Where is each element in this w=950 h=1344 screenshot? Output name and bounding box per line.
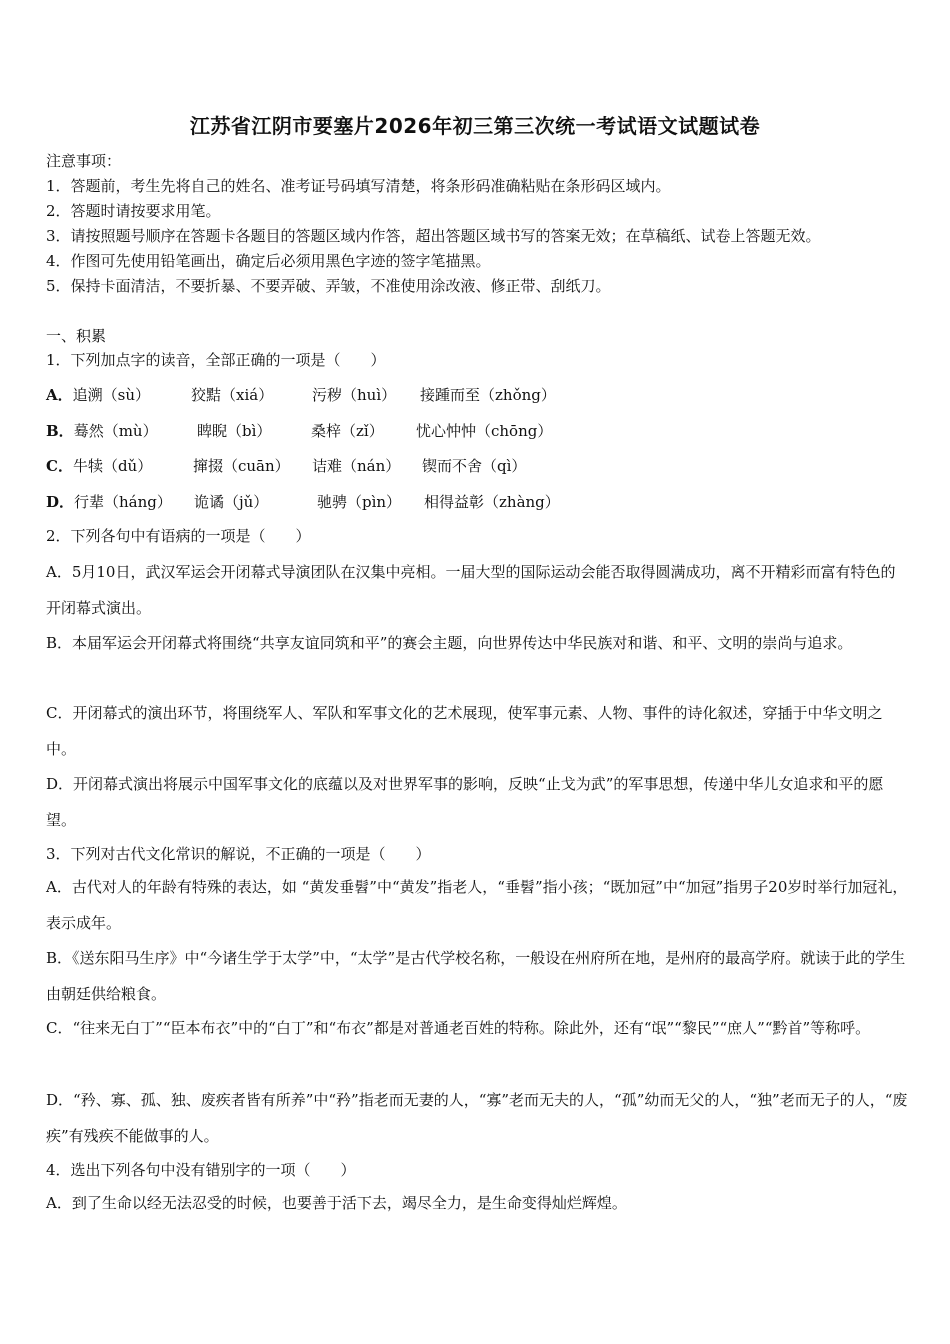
option-term: 牛犊（dǔ） — [72, 457, 153, 475]
notice-item: 3．请按照题号顺序在答题卡各题目的答题区域内作答，超出答题区域书写的答案无效；在草稿纸、试卷上答题无效。 — [46, 227, 821, 245]
option-term: 追溯（sù） — [72, 386, 150, 404]
question-3-stem: 3．下列对古代文化常识的解说，不正确的一项是（ ） — [46, 845, 431, 863]
question-2-option-d: D．开闭幕式演出将展示中国军事文化的底蕴以及对世界军事的影响，反映“止戈为武”的军事思想，传递中华儿女追求和平的愿望。 — [46, 775, 884, 829]
question-4-option-a: A．到了生命以经无法忍受的时候，也要善于活下去，竭尽全力，是生命变得灿烂辉煌。 — [46, 1194, 627, 1212]
option-label: A． — [46, 386, 73, 404]
question-3-option-b: B．《送东阳马生序》中“今诸生学于太学”中，“太学”是古代学校名称，一般设在州府所在地，是州府的最高学府。就读于此的学生由朝廷供给粮食。 — [46, 949, 906, 1003]
option-label: B． — [46, 422, 74, 440]
notice-item: 1．答题前，考生先将自己的姓名、准考证号码填写清楚，将条形码准确粘贴在条形码区域内。 — [46, 177, 671, 195]
exam-title: 江苏省江阴市要塞片2026年初三第三次统一考试语文试题试卷 — [189, 114, 761, 138]
question-4-stem: 4．选出下列各句中没有错别字的一项（ ） — [46, 1161, 356, 1179]
section-heading: 一、积累 — [46, 327, 107, 345]
option-term: 诘难（nán） — [312, 457, 401, 475]
option-label: C． — [46, 457, 73, 475]
notice-heading: 注意事项： — [46, 152, 122, 170]
option-term: 狡黠（xiá） — [191, 386, 274, 404]
option-term: 接踵而至（zhǒng） — [420, 386, 556, 404]
option-term: 诡谲（jǔ） — [194, 493, 269, 511]
option-term: 桑梓（zǐ） — [311, 422, 384, 440]
option-term: 锲而不舍（qì） — [422, 457, 527, 475]
question-2-option-b: B．本届军运会开闭幕式将围绕“共享友谊同筑和平”的赛会主题，向世界传达中华民族对和谐、和平、文明的崇尚与追求。 — [46, 634, 853, 652]
notice-item: 5．保持卡面清洁，不要折暴、不要弄破、弄皱，不准使用涂改液、修正带、刮纸刀。 — [46, 277, 611, 295]
question-2-stem: 2．下列各句中有语病的一项是（ ） — [46, 527, 311, 545]
option-label: D． — [46, 493, 75, 511]
option-term: 撺掇（cuān） — [193, 457, 290, 475]
question-3-option-a: A．古代对人的年龄有特殊的表达，如 “黄发垂髫”中“黄发”指老人，“垂髫”指小孩；“既加冠”中“加冠”指男子20岁时举行加冠礼，表示成年。 — [46, 878, 908, 932]
option-term: 相得益彰（zhàng） — [424, 493, 560, 511]
option-term: 行辈（háng） — [74, 493, 172, 511]
option-term: 睥睨（bì） — [197, 422, 272, 440]
option-term: 蓦然（mù） — [73, 422, 158, 440]
question-3-option-d: D．“矜、寡、孤、独、废疾者皆有所养”中“矜”指老而无妻的人，“寡”老而无夫的人，“孤”幼而无父的人，“独”老而无子的人，“废疾”有残疾不能做事的人。 — [46, 1091, 908, 1145]
question-1-stem: 1．下列加点字的读音，全部正确的一项是（ ） — [46, 351, 386, 369]
question-3-option-c: C．“往来无白丁”“臣本布衣”中的“白丁”和“布衣”都是对普通老百姓的特称。除此外，还有“氓”“黎民”“庶人”“黔首”等称呼。 — [46, 1019, 871, 1037]
notice-item: 2．答题时请按要求用笔。 — [46, 202, 221, 220]
option-term: 污秽（huì） — [312, 386, 397, 404]
option-term: 驰骋（pìn） — [317, 493, 402, 511]
question-2-option-a: A．5月10日，武汉军运会开闭幕式导演团队在汉集中亮相。一届大型的国际运动会能否取得圆满成功，离不开精彩而富有特色的开闭幕式演出。 — [46, 563, 896, 617]
option-term: 忧心忡忡（chōng） — [416, 422, 553, 440]
question-2-option-c: C．开闭幕式的演出环节，将围绕军人、军队和军事文化的艺术展现，使军事元素、人物、事件的诗化叙述，穿插于中华文明之中。 — [46, 704, 883, 758]
notice-item: 4．作图可先使用铅笔画出，确定后必须用黑色字迹的签字笔描黑。 — [46, 252, 491, 270]
